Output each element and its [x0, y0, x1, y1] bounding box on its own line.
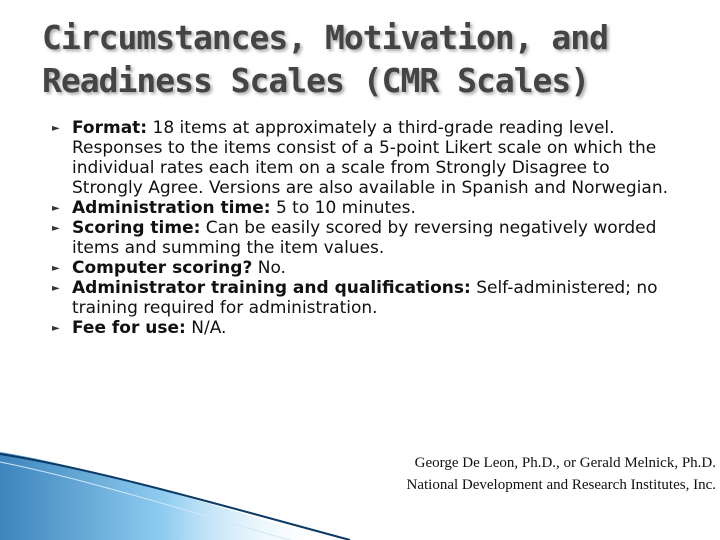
- bullet-computer-scoring: ► Computer scoring? No.: [52, 258, 286, 278]
- bullet-marker-icon: ►: [52, 263, 60, 274]
- bullet-training: ► Administrator training and qualifications: Self-administered; no training required for administration.: [52, 278, 658, 318]
- bullet-marker-icon: ►: [52, 223, 60, 234]
- title-line-1: Circumstances, Motivation, and: [42, 18, 609, 57]
- bullet-fee: ► Fee for use: N/A.: [52, 318, 227, 338]
- author-footer: [316, 452, 716, 496]
- footer-authors: George De Leon, Ph.D., or Gerald Melnick, Ph.D.: [414, 455, 716, 471]
- bullet-format: ► Format: 18 items at approximately a third-grade reading level. Responses to the items consist of a 5-point Likert scale on which the individual rates each item on a scale from Strongly Disagree to Strongly Agree. Versions are also available in Spanish and Norwegian.: [52, 118, 668, 198]
- bullet-marker-icon: ►: [52, 323, 60, 334]
- footer-institution: National Development and Research Institutes, Inc.: [406, 477, 716, 493]
- bullet-marker-icon: ►: [52, 123, 60, 134]
- bullet-scoring-time: ► Scoring time: Can be easily scored by reversing negatively worded items and summing the item values.: [52, 218, 657, 258]
- bullet-administration-time: ► Administration time: 5 to 10 minutes.: [52, 198, 416, 218]
- bullet-list: [52, 118, 682, 338]
- slide-title: [42, 16, 702, 102]
- bullet-marker-icon: ►: [52, 203, 60, 214]
- bullet-marker-icon: ►: [52, 283, 60, 294]
- title-line-2: Readiness Scales (CMR Scales): [42, 61, 590, 100]
